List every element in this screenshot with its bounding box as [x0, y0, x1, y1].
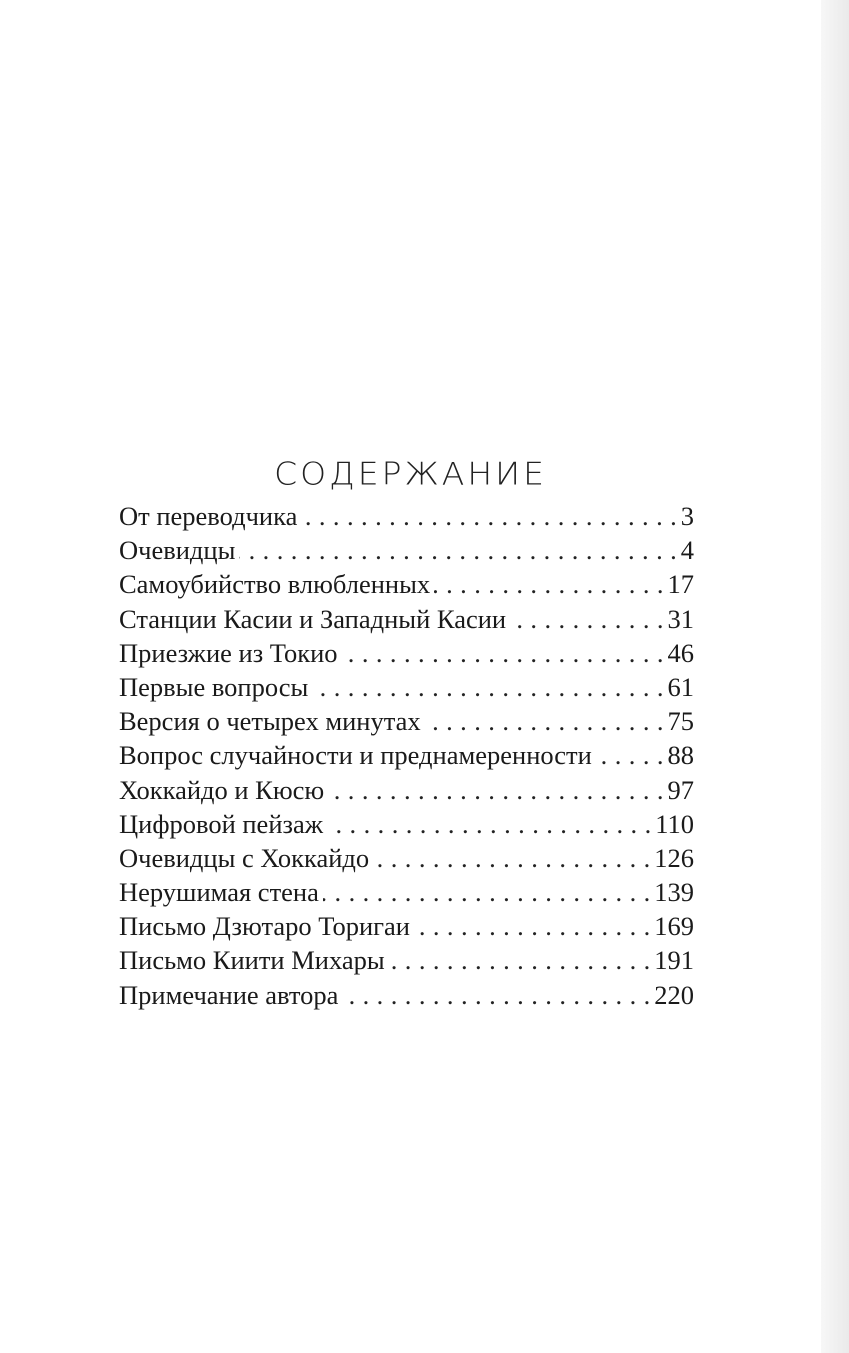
toc-entry-title: Нерушимая стена: [119, 877, 319, 908]
toc-entry-title: Примечание автора: [119, 979, 339, 1010]
toc-entry-title: Письмо Киити Михары: [119, 945, 385, 976]
toc-entry-title: Станции Касии и Западный Касии: [119, 603, 507, 634]
toc-entry: [119, 670, 694, 704]
dot-leader: [301, 499, 676, 533]
toc-entry-page-number: 139: [654, 877, 694, 908]
toc-entry: [119, 636, 694, 670]
dot-leader: [510, 602, 663, 636]
toc-entry-title: Хоккайдо и Кюсю: [119, 774, 325, 805]
toc-entry-title: Приезжие из Токио: [119, 637, 338, 668]
toc-entry-title: Очевидцы: [119, 535, 236, 566]
toc-entry: [119, 978, 694, 1012]
toc-entry-title: Письмо Дзютаро Торигаи: [119, 911, 410, 942]
dot-leader: [389, 943, 651, 977]
toc-entry-page-number: 97: [667, 774, 694, 805]
toc-entry: [119, 738, 694, 772]
toc-entry-title: Самоубийство влюбленных: [119, 569, 431, 600]
toc-entry-page-number: 169: [654, 911, 694, 942]
toc-entry-page-number: 46: [667, 637, 694, 668]
dot-leader: [425, 704, 664, 738]
dot-leader: [342, 978, 650, 1012]
toc-entry-page-number: 61: [667, 671, 694, 702]
toc-entry: [119, 841, 694, 875]
page-title: СОДЕРЖАНИЕ: [274, 455, 547, 493]
toc-entry: [119, 499, 694, 533]
toc-entry-title: Очевидцы с Хоккайдо: [119, 842, 370, 873]
dot-leader: [328, 773, 663, 807]
toc-entry-page-number: 75: [667, 706, 694, 737]
toc-entry: [119, 943, 694, 977]
dot-leader: [323, 875, 650, 909]
dot-leader: [434, 567, 663, 601]
toc-entry-page-number: 191: [654, 945, 694, 976]
toc-entry-page-number: 4: [680, 535, 694, 566]
toc-entry-title: От переводчика: [119, 501, 298, 531]
toc-entry-page-number: 17: [667, 569, 694, 600]
toc-entry-page-number: 3: [680, 501, 694, 531]
toc-entry-title: Цифровой пейзаж: [119, 808, 324, 839]
dot-leader: [327, 807, 651, 841]
toc-entry-title: Вопрос случайности и преднамеренности: [119, 740, 592, 771]
toc-entry: [119, 773, 694, 807]
toc-entry: [119, 909, 694, 943]
table-of-contents: [119, 499, 694, 1012]
toc-entry-page-number: 88: [667, 740, 694, 771]
toc-entry: [119, 807, 694, 841]
toc-entry-page-number: 220: [654, 979, 694, 1010]
toc-entry: [119, 567, 694, 601]
toc-entry: [119, 602, 694, 636]
toc-entry: [119, 533, 694, 567]
dot-leader: [596, 738, 664, 772]
toc-entry-page-number: 31: [667, 603, 694, 634]
toc-entry-page-number: 126: [654, 842, 694, 873]
page-edge-shadow: [821, 0, 849, 1353]
dot-leader: [414, 909, 650, 943]
toc-entry-page-number: 110: [655, 808, 694, 839]
toc-entry-title: Первые вопросы: [119, 671, 309, 702]
dot-leader: [373, 841, 650, 875]
toc-entry: [119, 875, 694, 909]
toc-entry-title: Версия о четырех минутах: [119, 706, 421, 737]
dot-leader: [312, 670, 663, 704]
toc-entry: [119, 704, 694, 738]
dot-leader: [239, 533, 676, 567]
dot-leader: [342, 636, 664, 670]
